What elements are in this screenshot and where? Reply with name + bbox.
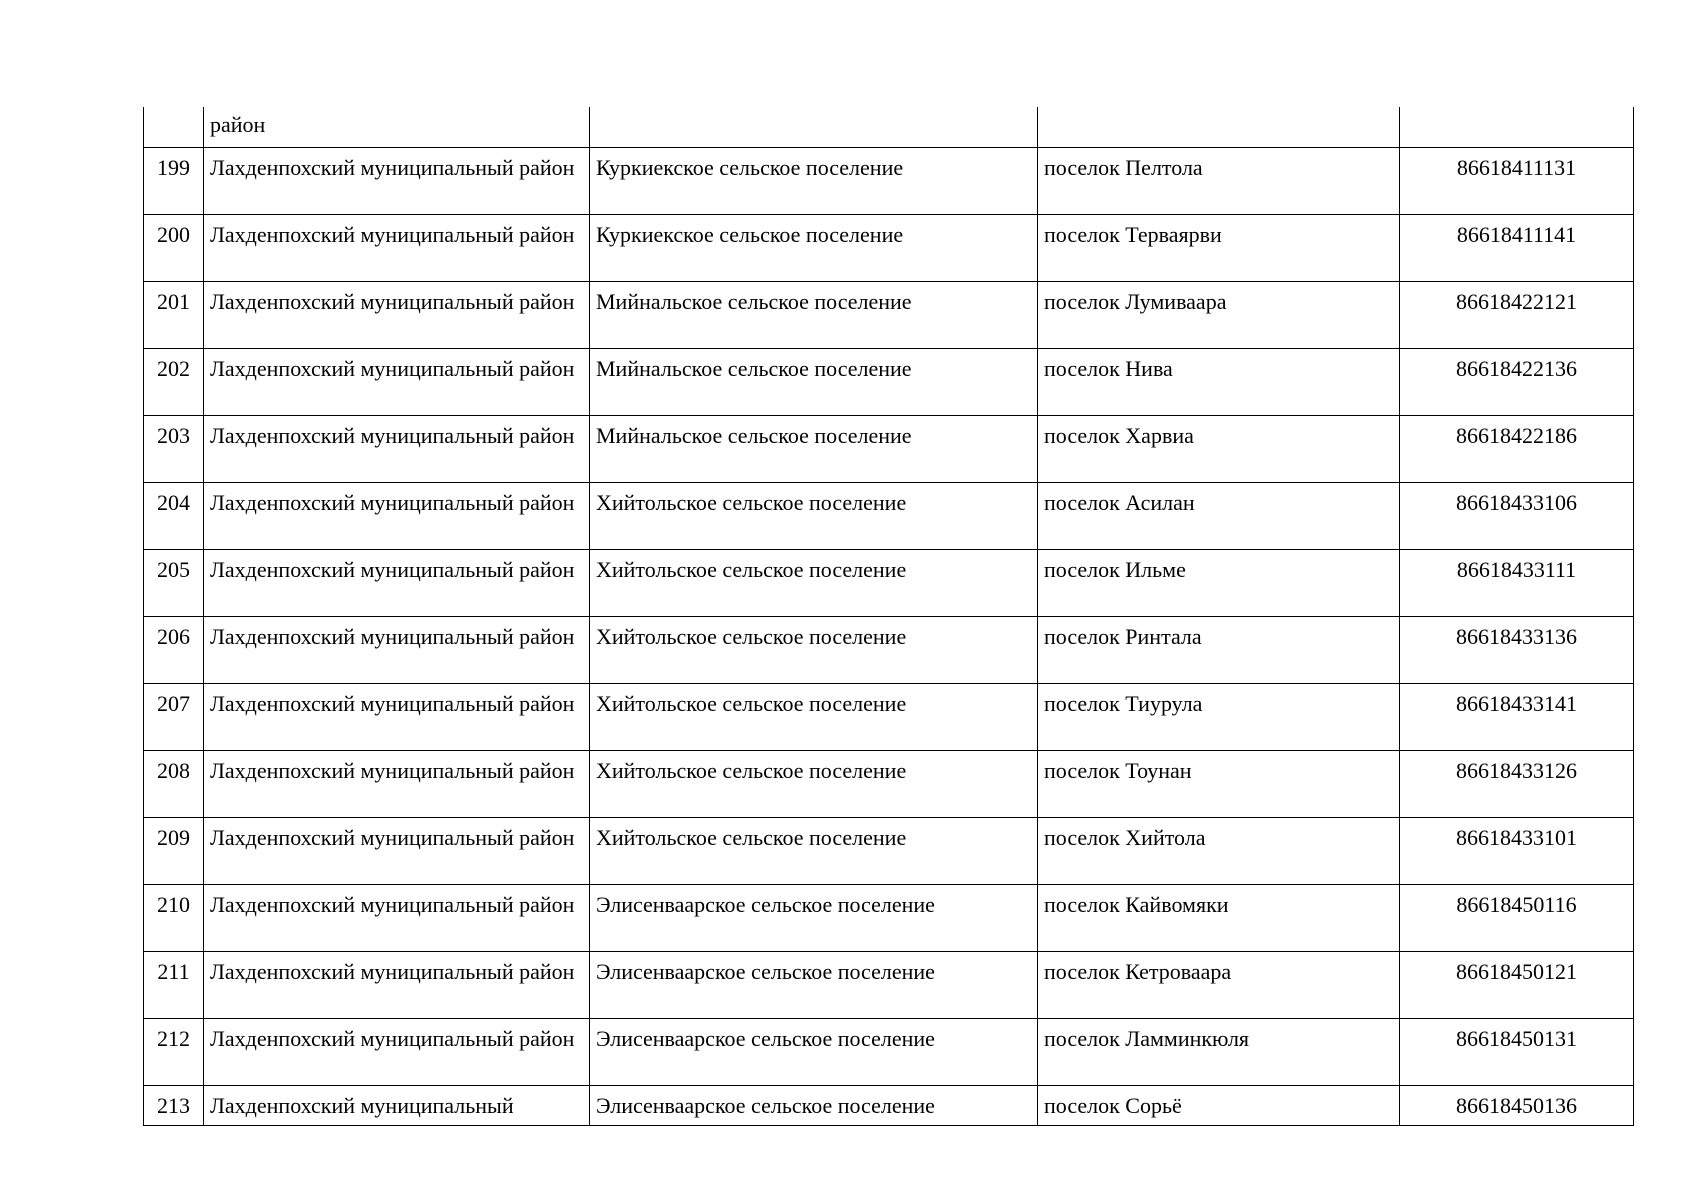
- cell-number: 204: [144, 482, 204, 549]
- cell-settlement: Куркиекское сельское поселение: [590, 214, 1038, 281]
- cell-locality: поселок Терваярви: [1038, 214, 1400, 281]
- cell-locality: поселок Асилан: [1038, 482, 1400, 549]
- cell-number: 213: [144, 1085, 204, 1125]
- cell-code: 86618450116: [1400, 884, 1634, 951]
- cell-number: 208: [144, 750, 204, 817]
- table-row: [144, 817, 1634, 884]
- cell-code: 86618433126: [1400, 750, 1634, 817]
- cell-settlement: Элисенваарское сельское поселение: [590, 1085, 1038, 1125]
- cell-number: 205: [144, 549, 204, 616]
- table-row: [144, 415, 1634, 482]
- cell-number: 203: [144, 415, 204, 482]
- cell-settlement: Элисенваарское сельское поселение: [590, 951, 1038, 1018]
- cell-code: 86618433106: [1400, 482, 1634, 549]
- table-row: [144, 750, 1634, 817]
- cell-locality: поселок Тиурула: [1038, 683, 1400, 750]
- cell-locality: поселок Сорьё: [1038, 1085, 1400, 1125]
- cell-locality: поселок Кетроваара: [1038, 951, 1400, 1018]
- cell-code: 86618422136: [1400, 348, 1634, 415]
- cell-code: [1400, 107, 1634, 147]
- cell-settlement: Элисенваарское сельское поселение: [590, 884, 1038, 951]
- table-row: [144, 147, 1634, 214]
- cell-code: 86618450121: [1400, 951, 1634, 1018]
- cell-code: 86618411131: [1400, 147, 1634, 214]
- settlements-table-body: [144, 107, 1634, 1125]
- cell-number: 202: [144, 348, 204, 415]
- cell-code: 86618411141: [1400, 214, 1634, 281]
- table-row: [144, 1085, 1634, 1125]
- cell-district: Лахденпохский муниципальный район: [204, 750, 590, 817]
- cell-settlement: Мийнальское сельское поселение: [590, 281, 1038, 348]
- cell-locality: поселок Харвиа: [1038, 415, 1400, 482]
- cell-district: Лахденпохский муниципальный район: [204, 482, 590, 549]
- cell-locality: поселок Ламминкюля: [1038, 1018, 1400, 1085]
- cell-district: Лахденпохский муниципальный район: [204, 884, 590, 951]
- cell-number: 210: [144, 884, 204, 951]
- cell-number: 206: [144, 616, 204, 683]
- cell-number: [144, 107, 204, 147]
- cell-settlement: Элисенваарское сельское поселение: [590, 1018, 1038, 1085]
- cell-code: 86618422186: [1400, 415, 1634, 482]
- cell-district: Лахденпохский муниципальный район: [204, 683, 590, 750]
- cell-number: 200: [144, 214, 204, 281]
- cell-settlement: Мийнальское сельское поселение: [590, 415, 1038, 482]
- cell-locality: поселок Лумиваара: [1038, 281, 1400, 348]
- table-row: [144, 214, 1634, 281]
- cell-settlement: Хийтольское сельское поселение: [590, 750, 1038, 817]
- cell-district: Лахденпохский муниципальный район: [204, 549, 590, 616]
- table-row: [144, 281, 1634, 348]
- cell-locality: поселок Нива: [1038, 348, 1400, 415]
- cell-district: Лахденпохский муниципальный район: [204, 348, 590, 415]
- table-row: [144, 549, 1634, 616]
- cell-settlement: Куркиекское сельское поселение: [590, 147, 1038, 214]
- table-row: [144, 951, 1634, 1018]
- cell-settlement: Хийтольское сельское поселение: [590, 683, 1038, 750]
- cell-locality: поселок Хийтола: [1038, 817, 1400, 884]
- cell-district: Лахденпохский муниципальный район: [204, 1018, 590, 1085]
- cell-district: Лахденпохский муниципальный: [204, 1085, 590, 1125]
- cell-number: 209: [144, 817, 204, 884]
- cell-code: 86618433141: [1400, 683, 1634, 750]
- cell-code: 86618433111: [1400, 549, 1634, 616]
- cell-locality: поселок Ринтала: [1038, 616, 1400, 683]
- cell-number: 201: [144, 281, 204, 348]
- table-row: [144, 1018, 1634, 1085]
- cell-settlement: Хийтольское сельское поселение: [590, 549, 1038, 616]
- cell-code: 86618433101: [1400, 817, 1634, 884]
- cell-number: 212: [144, 1018, 204, 1085]
- table-row: [144, 616, 1634, 683]
- cell-locality: поселок Пелтола: [1038, 147, 1400, 214]
- table-row: [144, 348, 1634, 415]
- cell-number: 211: [144, 951, 204, 1018]
- table-row: [144, 482, 1634, 549]
- cell-district: Лахденпохский муниципальный район: [204, 817, 590, 884]
- cell-settlement: Мийнальское сельское поселение: [590, 348, 1038, 415]
- cell-district: Лахденпохский муниципальный район: [204, 147, 590, 214]
- cell-district: Лахденпохский муниципальный район: [204, 214, 590, 281]
- cell-number: 199: [144, 147, 204, 214]
- table-row: [144, 884, 1634, 951]
- cell-locality: поселок Тоунан: [1038, 750, 1400, 817]
- cell-district: район: [204, 107, 590, 147]
- cell-code: 86618422121: [1400, 281, 1634, 348]
- cell-number: 207: [144, 683, 204, 750]
- cell-code: 86618450136: [1400, 1085, 1634, 1125]
- cell-locality: [1038, 107, 1400, 147]
- cell-district: Лахденпохский муниципальный район: [204, 415, 590, 482]
- table-row-continuation: [144, 107, 1634, 147]
- cell-settlement: Хийтольское сельское поселение: [590, 482, 1038, 549]
- cell-settlement: Хийтольское сельское поселение: [590, 817, 1038, 884]
- cell-district: Лахденпохский муниципальный район: [204, 951, 590, 1018]
- table-row: [144, 683, 1634, 750]
- cell-locality: поселок Ильме: [1038, 549, 1400, 616]
- cell-district: Лахденпохский муниципальный район: [204, 281, 590, 348]
- cell-code: 86618433136: [1400, 616, 1634, 683]
- cell-district: Лахденпохский муниципальный район: [204, 616, 590, 683]
- cell-settlement: Хийтольское сельское поселение: [590, 616, 1038, 683]
- settlements-table: [143, 107, 1634, 1126]
- cell-code: 86618450131: [1400, 1018, 1634, 1085]
- cell-locality: поселок Кайвомяки: [1038, 884, 1400, 951]
- cell-settlement: [590, 107, 1038, 147]
